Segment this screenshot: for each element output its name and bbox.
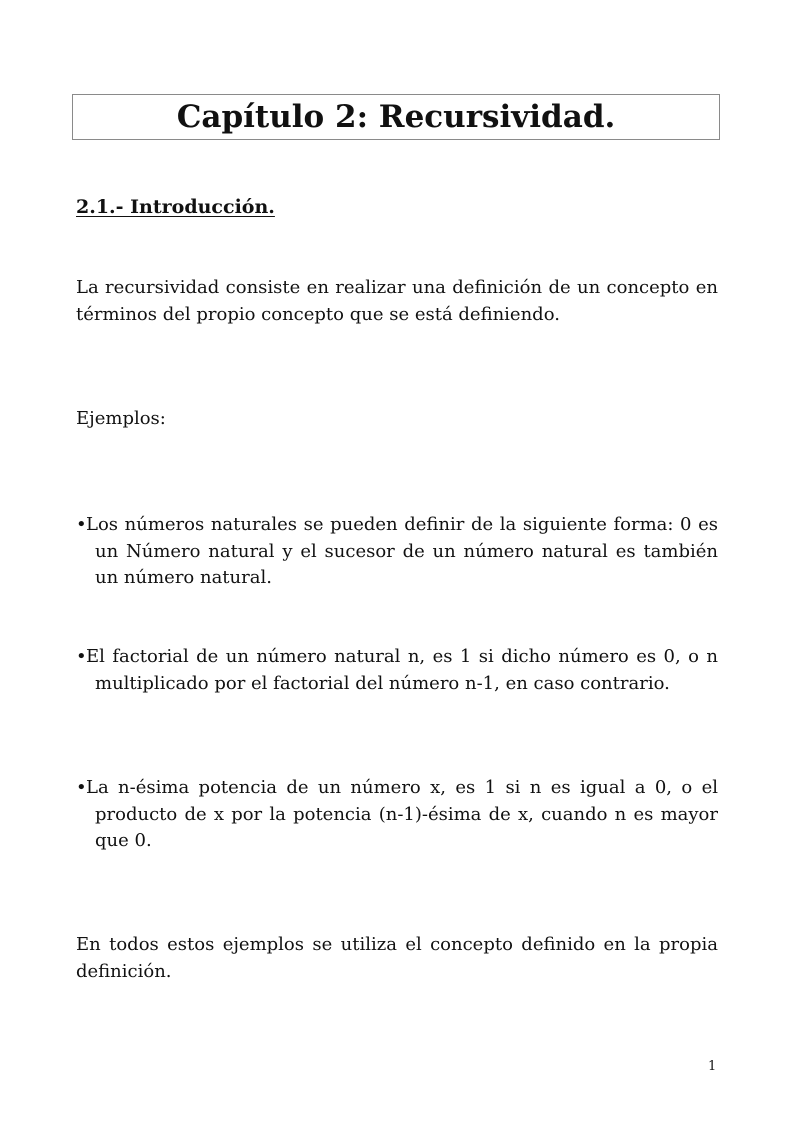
bullet-item-power	[76, 775, 718, 855]
bullet-text: La n-ésima potencia de un número x, es 1 si n es igual a 0, o el producto de x por la potencia (n-1)-ésima de x, cuando n es mayor que 0.	[86, 777, 718, 851]
bullet-item-factorial	[76, 644, 718, 697]
bullet-item-natural-numbers	[76, 512, 718, 592]
bullet-text: Los números naturales se pueden definir de la siguiente forma: 0 es un Número natural y el sucesor de un número natural es también un número natural.	[86, 514, 718, 588]
bullet-marker: •	[76, 646, 87, 667]
chapter-title-box	[72, 94, 720, 140]
page-number: 1	[708, 1059, 717, 1074]
bullet-marker: •	[76, 777, 87, 798]
examples-label: Ejemplos:	[76, 408, 166, 429]
closing-paragraph: En todos estos ejemplos se utiliza el concepto definido en la propia definición.	[76, 934, 718, 982]
section-heading: 2.1.- Introducción.	[76, 196, 275, 218]
chapter-title: Capítulo 2: Recursividad.	[176, 99, 616, 135]
bullet-marker: •	[76, 514, 87, 535]
bullet-text: El factorial de un número natural n, es 1 si dicho número es 0, o n multiplicado por el factorial del número n-1, en caso contrario.	[86, 646, 718, 694]
intro-paragraph: La recursividad consiste en realizar una definición de un concepto en términos del propio concepto que se está definiendo.	[76, 277, 718, 325]
